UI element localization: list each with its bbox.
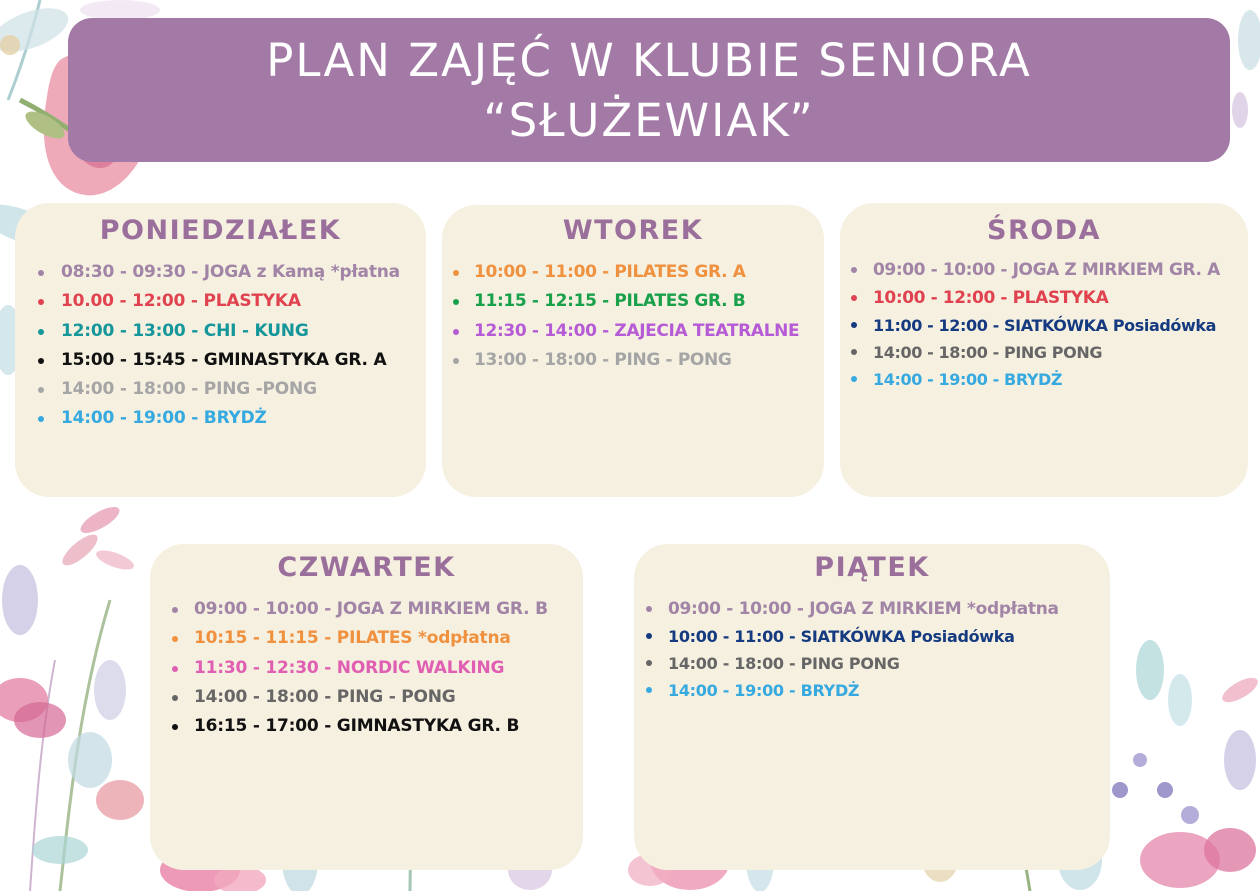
day-card-friday [634, 544, 1110, 870]
schedule-item [15, 258, 426, 287]
schedule-item-text: 10:00 - 12:00 - PLASTYKA [873, 288, 1109, 308]
bullet-icon [38, 358, 44, 364]
schedule-item [150, 712, 583, 741]
page-subtitle: “SŁUŻEWIAK” [483, 94, 815, 147]
bullet-icon [646, 660, 652, 666]
bullet-icon [38, 416, 44, 422]
schedule-item [634, 595, 1110, 623]
schedule-item [15, 287, 426, 316]
schedule-item-text: 14:00 - 18:00 - PING PONG [668, 654, 900, 673]
bullet-icon [646, 633, 652, 639]
schedule-list-thursday [150, 595, 583, 741]
schedule-item [15, 346, 426, 375]
bullet-icon [172, 636, 178, 642]
schedule-item [634, 677, 1110, 704]
day-card-thursday [150, 544, 583, 870]
day-heading-monday: PONIEDZIAŁEK [99, 215, 342, 246]
bullet-icon [38, 387, 44, 393]
bullet-icon [172, 695, 178, 701]
day-card-wednesday [840, 203, 1248, 497]
schedule-item-text: 11:00 - 12:00 - SIATKÓWKA Posiadówka [873, 316, 1217, 335]
bullet-icon [851, 267, 857, 273]
schedule-item [150, 595, 583, 624]
schedule-item [442, 258, 824, 287]
bullet-icon [851, 349, 857, 355]
bullet-icon [38, 270, 44, 276]
bullet-icon [172, 724, 178, 730]
schedule-item [840, 256, 1248, 284]
schedule-item [15, 317, 426, 346]
page-title: PLAN ZAJĘĆ W KLUBIE SENIORA [266, 34, 1032, 87]
schedule-item-text: 09:00 - 10:00 - JOGA Z MIRKIEM *odpłatna [668, 599, 1059, 619]
schedule-item-text: 15:00 - 15:45 - GMINASTYKA GR. A [61, 349, 387, 370]
bullet-icon [646, 687, 652, 693]
bullet-icon [172, 666, 178, 672]
day-heading-thursday: CZWARTEK [277, 552, 456, 583]
schedule-item-text: 16:15 - 17:00 - GIMNASTYKA GR. B [194, 716, 520, 737]
title-banner [68, 18, 1230, 162]
schedule-item [15, 404, 426, 433]
schedule-item [634, 650, 1110, 677]
schedule-item [150, 654, 583, 683]
schedule-item-text: 10:00 - 11:00 - SIATKÓWKA Posiadówka [668, 627, 1015, 646]
day-card-monday [15, 203, 426, 497]
schedule-item-text: 10:15 - 11:15 - PILATES *odpłatna [194, 628, 511, 649]
schedule-item-text: 10:00 - 11:00 - PILATES GR. A [474, 262, 746, 282]
schedule-item-text: 08:30 - 09:30 - JOGA z Kamą *płatna [61, 262, 400, 282]
bullet-icon [38, 329, 44, 335]
bullet-icon [851, 295, 857, 301]
schedule-item [840, 284, 1248, 312]
bullet-icon [38, 299, 44, 305]
schedule-item-text: 14:00 - 18:00 - PING -PONG [61, 379, 317, 400]
schedule-item [840, 339, 1248, 366]
schedule-item-text: 11:30 - 12:30 - NORDIC WALKING [194, 657, 505, 678]
schedule-item-text: 12:00 - 13:00 - CHI - KUNG [61, 320, 309, 341]
bullet-icon [646, 606, 652, 612]
schedule-item [840, 312, 1248, 339]
schedule-item [840, 366, 1248, 393]
schedule-item-text: 11:15 - 12:15 - PILATES GR. B [474, 291, 746, 312]
schedule-item-text: 13:00 - 18:00 - PING - PONG [474, 349, 732, 370]
schedule-item-text: 14:00 - 19:00 - BRYDŻ [668, 681, 860, 700]
bullet-icon [453, 270, 459, 276]
schedule-item [442, 317, 824, 346]
schedule-list-tuesday [442, 258, 824, 375]
schedule-item [150, 683, 583, 712]
bullet-icon [453, 329, 459, 335]
day-heading-tuesday: WTOREK [562, 215, 704, 246]
schedule-item [634, 623, 1110, 650]
schedule-item-text: 10.00 - 12:00 - PLASTYKA [61, 291, 301, 312]
schedule-item [442, 346, 824, 375]
schedule-item-text: 09:00 - 10:00 - JOGA Z MIRKIEM GR. A [873, 260, 1220, 280]
schedule-item-text: 09:00 - 10:00 - JOGA Z MIRKIEM GR. B [194, 599, 548, 619]
bullet-icon [172, 607, 178, 613]
bullet-icon [453, 299, 459, 305]
schedule-item [442, 287, 824, 316]
schedule-item [15, 375, 426, 404]
schedule-item-text: 14:00 - 18:00 - PING - PONG [194, 686, 456, 707]
schedule-item [150, 624, 583, 653]
schedule-item-text: 14:00 - 18:00 - PING PONG [873, 343, 1103, 362]
day-heading-wednesday: ŚRODA [987, 215, 1101, 246]
schedule-item-text: 12:30 - 14:00 - ZAJECIA TEATRALNE [474, 320, 800, 341]
day-card-tuesday [442, 205, 824, 497]
schedule-list-monday [15, 258, 426, 434]
schedule-item-text: 14:00 - 19:00 - BRYDŻ [61, 408, 267, 429]
bullet-icon [851, 376, 857, 382]
schedule-item-text: 14:00 - 19:00 - BRYDŻ [873, 370, 1063, 389]
day-heading-friday: PIĄTEK [814, 552, 930, 583]
schedule-list-friday [634, 595, 1110, 704]
bullet-icon [453, 358, 459, 364]
schedule-list-wednesday [840, 256, 1248, 393]
bullet-icon [851, 322, 857, 328]
